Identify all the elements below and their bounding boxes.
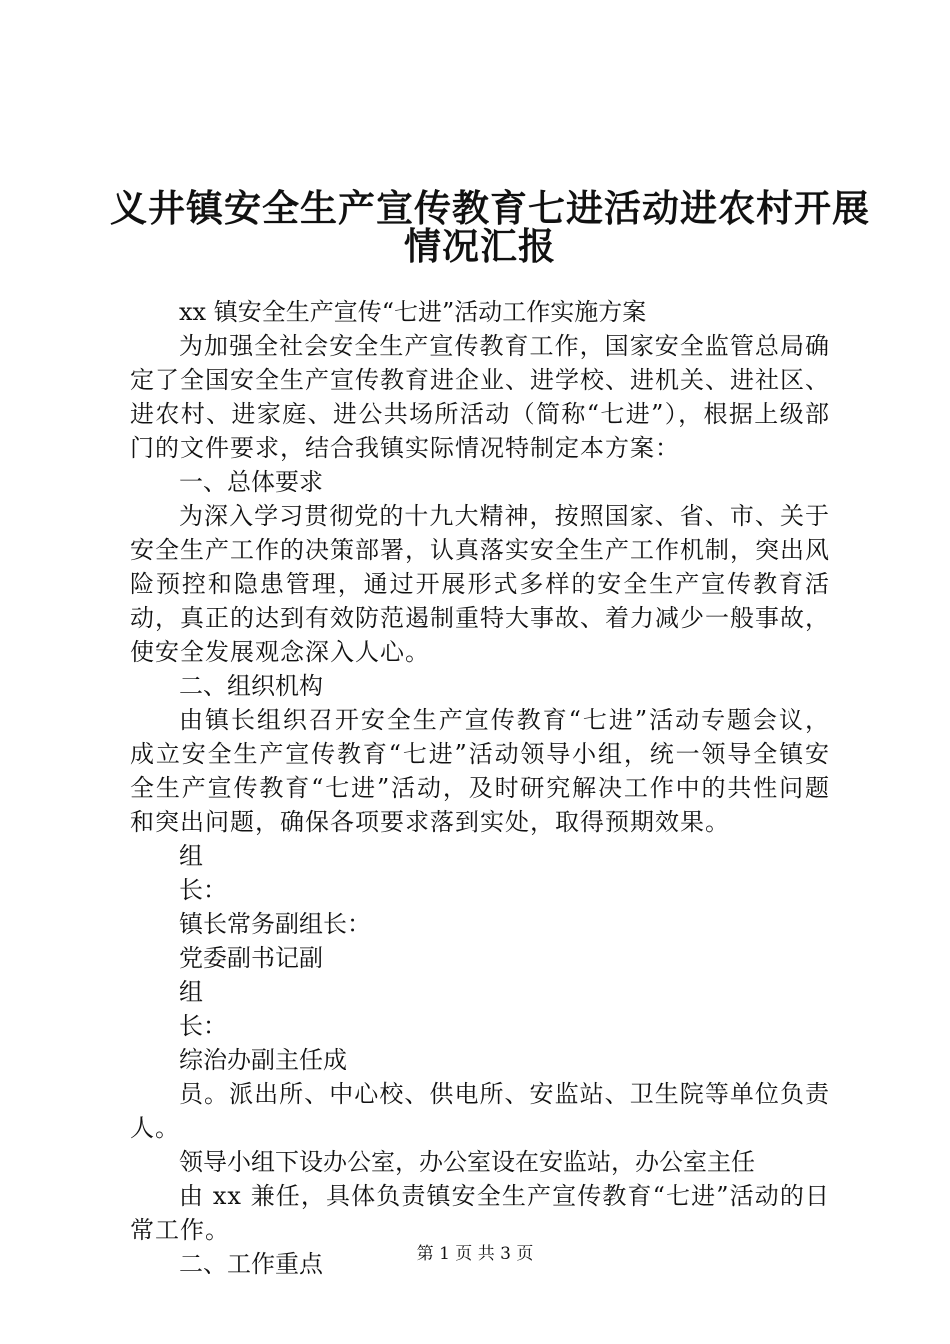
members-paragraph: 员。派出所、中心校、供电所、安监站、卫生院等单位负责人。	[130, 1080, 830, 1142]
document-title-line-2: 情况汇报	[404, 224, 556, 268]
document-body	[130, 295, 830, 1281]
org-line-leader-2: 长：	[179, 1012, 227, 1040]
org-line-leader: 长：	[179, 876, 227, 904]
plan-subtitle: xx 镇安全生产宣传“七进”活动工作实施方案	[179, 298, 647, 326]
document-title-line-1: 义井镇安全生产宣传教育七进活动进农村开展	[110, 186, 870, 230]
general-requirements-paragraph: 为深入学习贯彻党的十九大精神，按照国家、省、市、关于安全生产工作的决策部署，认真落实安全生产工作机制，突出风险预控和隐患管理，通过开展形式多样的安全生产宣传教育活动，真正的达到有效防范遏制重特大事故、着力减少一般事故，使安全发展观念深入人心。	[130, 502, 830, 666]
org-line-party-deputy: 党委副书记副	[179, 944, 323, 972]
office-line-1: 领导小组下设办公室，办公室设在安监站，办公室主任	[179, 1148, 755, 1176]
office-paragraph: 由 xx 兼任，具体负责镇安全生产宣传教育“七进”活动的日常工作。	[130, 1182, 830, 1244]
page-number-footer: 第 1 页 共 3 页	[416, 1244, 534, 1264]
intro-paragraph: 为加强全社会安全生产宣传教育工作，国家安全监管总局确定了全国安全生产宣传教育进企业、进学校、进机关、进社区、进农村、进家庭、进公共场所活动（简称“七进”），根据上级部门的文件要求，结合我镇实际情况特制定本方案：	[130, 332, 830, 462]
section-heading-general-requirements: 一、总体要求	[179, 468, 323, 496]
org-line-deputy-leader: 镇长常务副组长：	[179, 910, 371, 938]
section-heading-organization: 二、组织机构	[179, 672, 323, 700]
org-line-group: 组	[179, 842, 203, 870]
org-line-comprehensive-office: 综治办副主任成	[179, 1046, 347, 1074]
organization-paragraph: 由镇长组织召开安全生产宣传教育“七进”活动专题会议，成立安全生产宣传教育“七进”活动领导小组，统一领导全镇安全生产宣传教育“七进”活动，及时研究解决工作中的共性问题和突出问题，确保各项要求落到实处，取得预期效果。	[130, 706, 830, 836]
section-heading-work-focus: 二、工作重点	[179, 1250, 323, 1278]
org-line-group-2: 组	[179, 978, 203, 1006]
